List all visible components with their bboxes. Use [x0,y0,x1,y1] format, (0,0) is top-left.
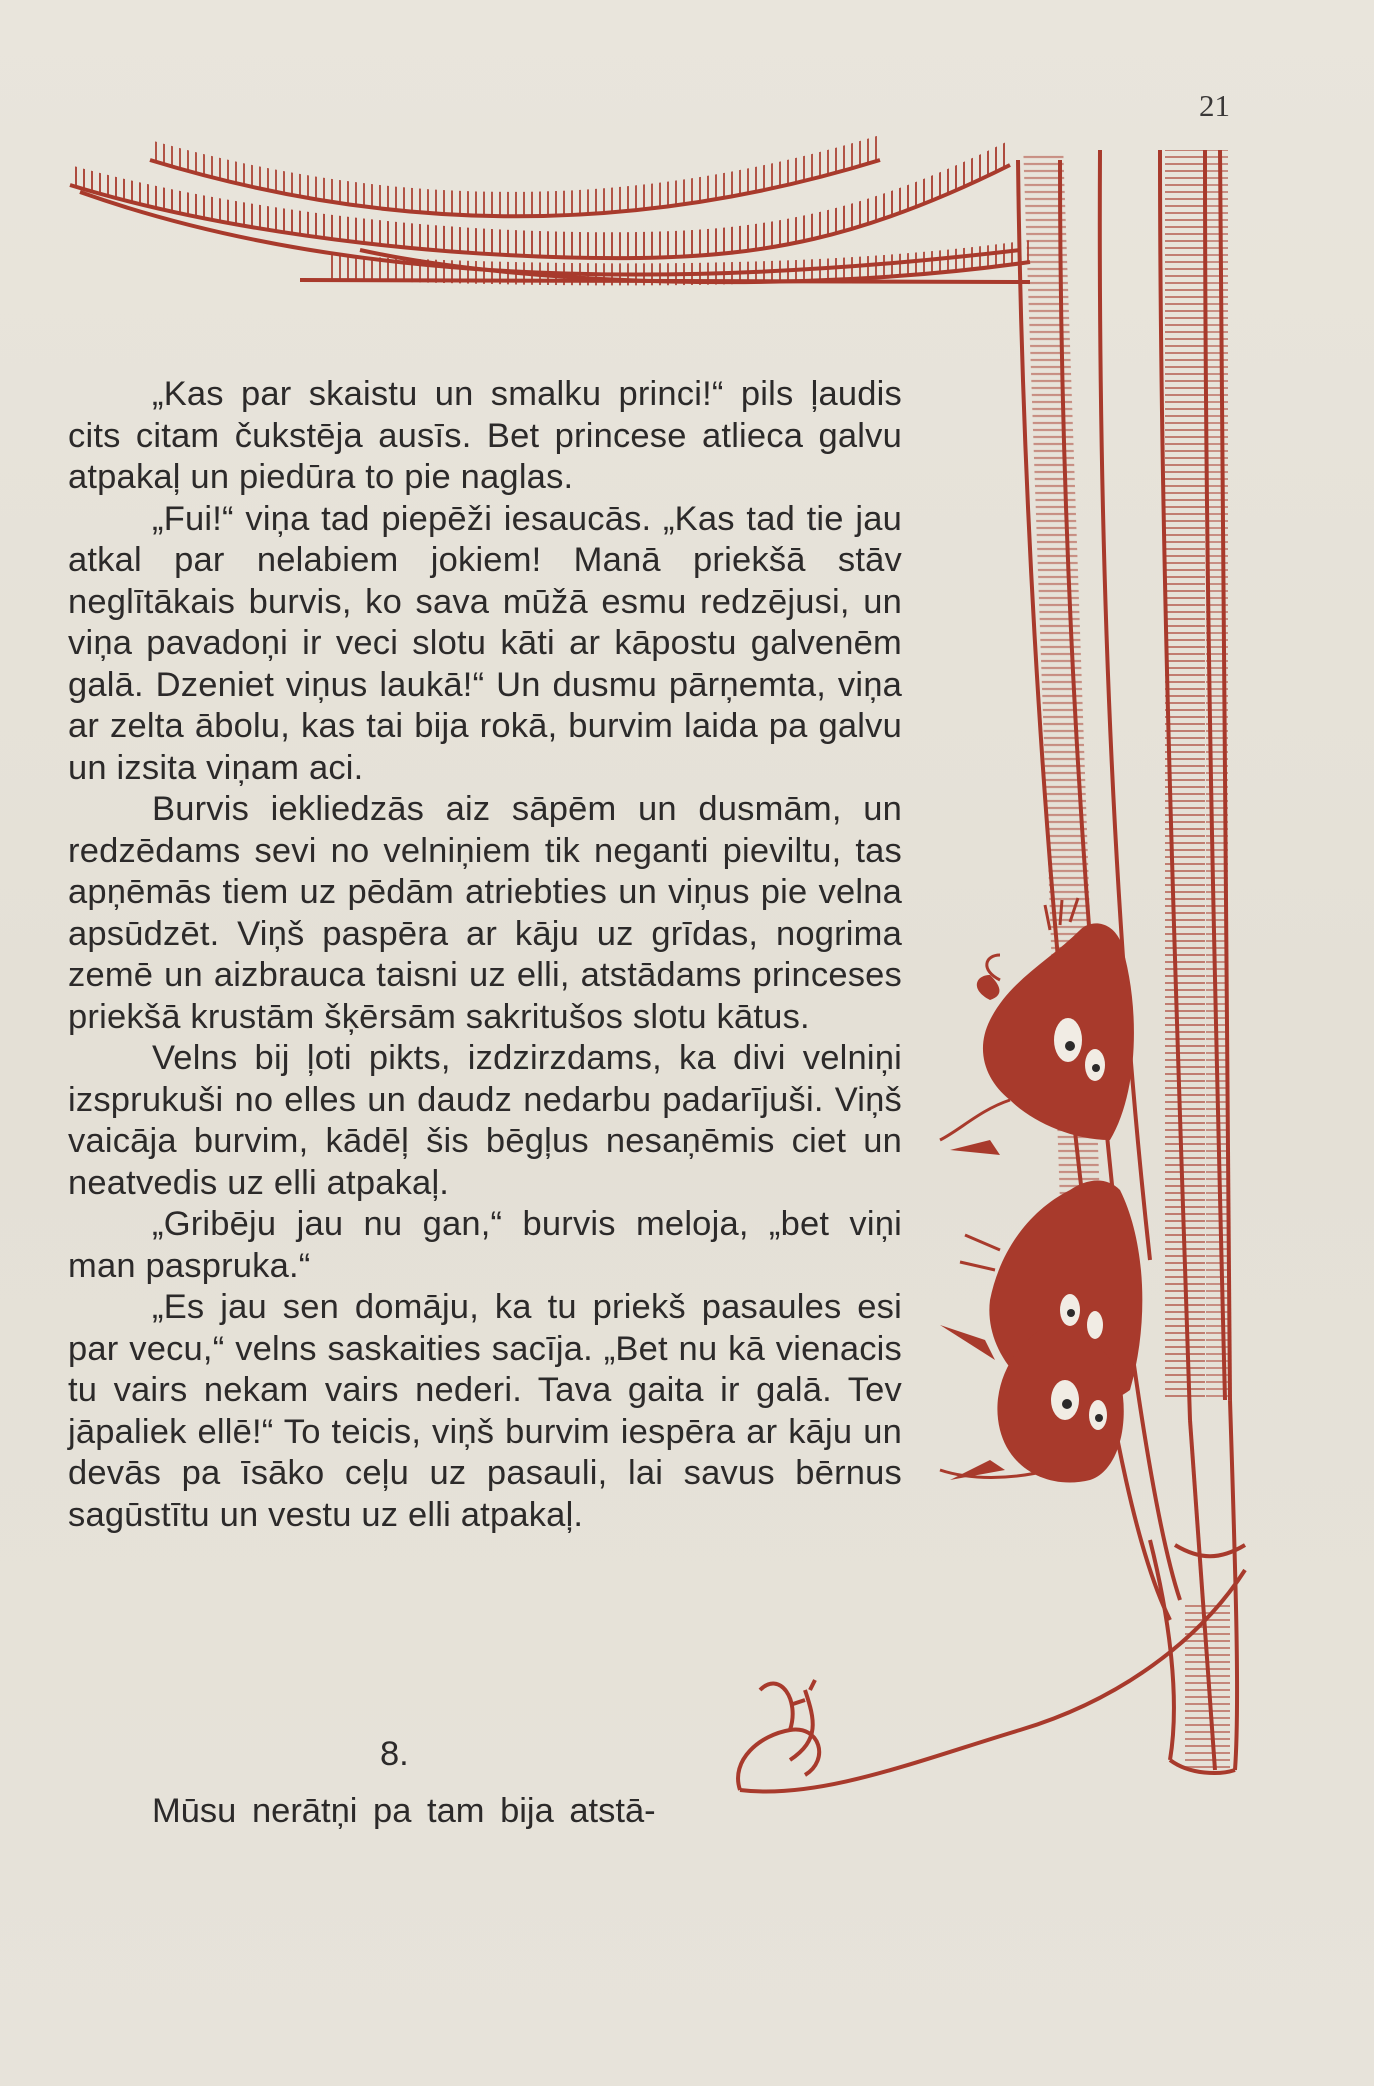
section-first-line: Mūsu nerātņi pa tam bija atstā- [152,1792,656,1830]
section-number: 8. [380,1735,409,1773]
paragraph: „Es jau sen domāju, ka tu priekš pasaules esi par vecu,“ velns saskaities sacīja. „Bet nu kā vienacis tu vairs nekam vairs nederi. Tava gaita ir galā. Tev jāpaliek ellē!“ To teicis, viņš burvim iespēra ar kāju un devās pa īsāko ceļu uz pasauli, lai savus bērnus sagūstītu un vestu uz elli atpakaļ. [68,1288,902,1534]
paragraph: „Fui!“ viņa tad piepēži iesaucās. „Kas tad tie jau atkal par nelabiem jokiem! Manā priekšā stāv neglītākais burvis, ko sava mūžā esmu redzējusi, un viņa pavadoņi ir veci slotu kāti ar kāpostu galvenēm galā. Dzeniet viņus laukā!“ Un dusmu pārņemta, viņa ar zelta ābolu, kas tai bija rokā, burvim laida pa galvu un izsita viņam aci. [68,499,902,787]
paragraph: „Gribēju jau nu gan,“ burvis meloja, „bet viņi man paspruka.“ [68,1205,902,1285]
paragraph: „Kas par skaistu un smalku princi!“ pils ļaudis cits citam čukstēja ausīs. Bet princese atlieca galvu atpakaļ un piedūra to pie naglas. [68,375,902,496]
page-number: 21 [1199,88,1230,123]
devil-figures-icon [940,898,1142,1483]
paragraph: Burvis iekliedzās aiz sāpēm un dusmām, un redzēdams sevi no velniņiem tik neganti pieviltu, tas apņēmās tiem uz pēdām atriebties un viņus pie velna apsūdzēt. Viņš paspēra ar kāju uz grīdas, nogrima zemē un aizbrauca taisni uz elli, atstādams princeses priekšā krustām šķērsām sakritušos slotu kātus. [68,790,902,1036]
story-text [68,374,902,1536]
paragraph: Velns bij ļoti pikts, izdzirzdams, ka divi velniņi izsprukuši no elles un daudz nedarbu padarījuši. Viņš vaicāja burvim, kādēļ šis bēgļus nesaņēmis ciet un neatvedis uz elli atpakaļ. [68,1039,902,1202]
